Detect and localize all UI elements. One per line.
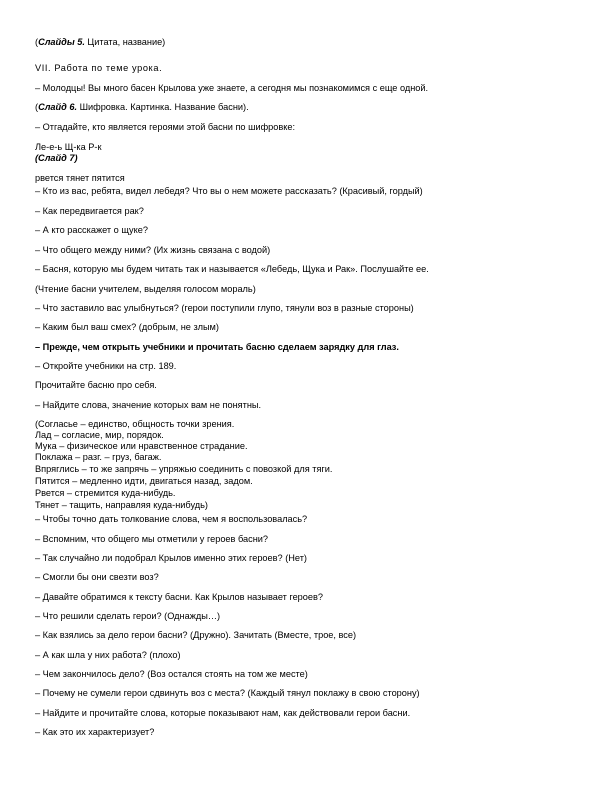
glossary-line: Тянет – тащить, направляя куда-нибудь) bbox=[35, 500, 208, 510]
text-line: – Почему не сумели герои сдвинуть воз с места? (Каждый тянул поклажу в свою сторону) bbox=[35, 688, 420, 698]
text-line: – Чтобы точно дать толкование слова, чем я воспользовалась? bbox=[35, 514, 308, 524]
text-line: – Чем закончилось дело? (Воз остался стоять на том же месте) bbox=[35, 669, 308, 679]
guess-prompt: – Отгадайте, кто является героями этой басни по шифровке: bbox=[35, 122, 296, 132]
slide-5-note bbox=[35, 37, 165, 48]
slide-7-label: (Слайд 7) bbox=[35, 153, 78, 163]
text-line: – Что заставило вас улыбнуться? (герои поступили глупо, тянули воз в разные стороны) bbox=[35, 303, 414, 313]
bold-instruction: – Прежде, чем открыть учебники и прочитать басню сделаем зарядку для глаз. bbox=[35, 342, 399, 352]
glossary-line: Впряглись – то же запрячь – упряжью соединить с повозкой для тяги. bbox=[35, 464, 333, 474]
text-line: – Как передвигается рак? bbox=[35, 206, 144, 216]
text-line: – А как шла у них работа? (плохо) bbox=[35, 650, 181, 660]
section-heading: VII. Работа по теме урока. bbox=[35, 63, 163, 73]
glossary-line: Пятится – медленно идти, двигаться назад, задом. bbox=[35, 476, 253, 486]
slide-5-label: Слайды 5. bbox=[38, 37, 85, 47]
slide-5-text: Цитата, название) bbox=[84, 37, 166, 47]
glossary-line: Мука – физическое или нравственное страдание. bbox=[35, 441, 248, 451]
cipher-line: Ле-е-ь Щ-ка Р-к bbox=[35, 142, 102, 152]
text-line: – Как взялись за дело герои басни? (Дружно). Зачитать (Вместе, трое, все) bbox=[35, 630, 357, 640]
text-line: – Как это их характеризует? bbox=[35, 727, 155, 737]
glossary-line: Поклажа – разг. – груз, багаж. bbox=[35, 452, 162, 462]
text-line: – Давайте обратимся к тексту басни. Как Крылов называет героев? bbox=[35, 592, 324, 602]
text-line: – Кто из вас, ребята, видел лебедя? Что вы о нем можете рассказать? (Красивый, гордый) bbox=[35, 186, 423, 196]
text-line: – Басня, которую мы будем читать так и называется «Лебедь, Щука и Рак». Послушайте ее. bbox=[35, 264, 429, 274]
open-paren: ( bbox=[35, 102, 39, 112]
text-line: – А кто расскажет о щуке? bbox=[35, 225, 148, 235]
slide-6-text: Шифровка. Картинка. Название басни). bbox=[77, 102, 249, 112]
slide-6-label: Слайд 6. bbox=[38, 102, 78, 112]
text-line: – Каким был ваш смех? (добрым, не злым) bbox=[35, 322, 219, 332]
text-line: рвется тянет пятится bbox=[35, 173, 125, 183]
text-line: – Найдите слова, значение которых вам не понятны. bbox=[35, 400, 262, 410]
glossary-line: (Согласье – единство, общность точки зрения. bbox=[35, 419, 235, 429]
text-line: – Смогли бы они свезти воз? bbox=[35, 572, 159, 582]
text-line: – Что решили сделать герои? (Однажды…) bbox=[35, 611, 221, 621]
glossary-line: Лад – согласие, мир, порядок. bbox=[35, 430, 164, 440]
text-line: – Вспомним, что общего мы отметили у героев басни? bbox=[35, 534, 269, 544]
intro-line: – Молодцы! Вы много басен Крылова уже знаете, а сегодня мы познакомимся с еще одной. bbox=[35, 83, 429, 93]
open-paren: ( bbox=[35, 37, 39, 47]
text-line: – Так случайно ли подобрал Крылов именно этих героев? (Нет) bbox=[35, 553, 307, 563]
slide-6-note bbox=[35, 102, 249, 113]
text-line: – Откройте учебники на стр. 189. bbox=[35, 361, 177, 371]
text-line: Прочитайте басню про себя. bbox=[35, 380, 157, 390]
text-line: – Найдите и прочитайте слова, которые показывают нам, как действовали герои басни. bbox=[35, 708, 411, 718]
glossary-line: Рвется – стремится куда-нибудь. bbox=[35, 488, 176, 498]
text-line: – Что общего между ними? (Их жизнь связана с водой) bbox=[35, 245, 271, 255]
text-line: (Чтение басни учителем, выделяя голосом мораль) bbox=[35, 284, 256, 294]
